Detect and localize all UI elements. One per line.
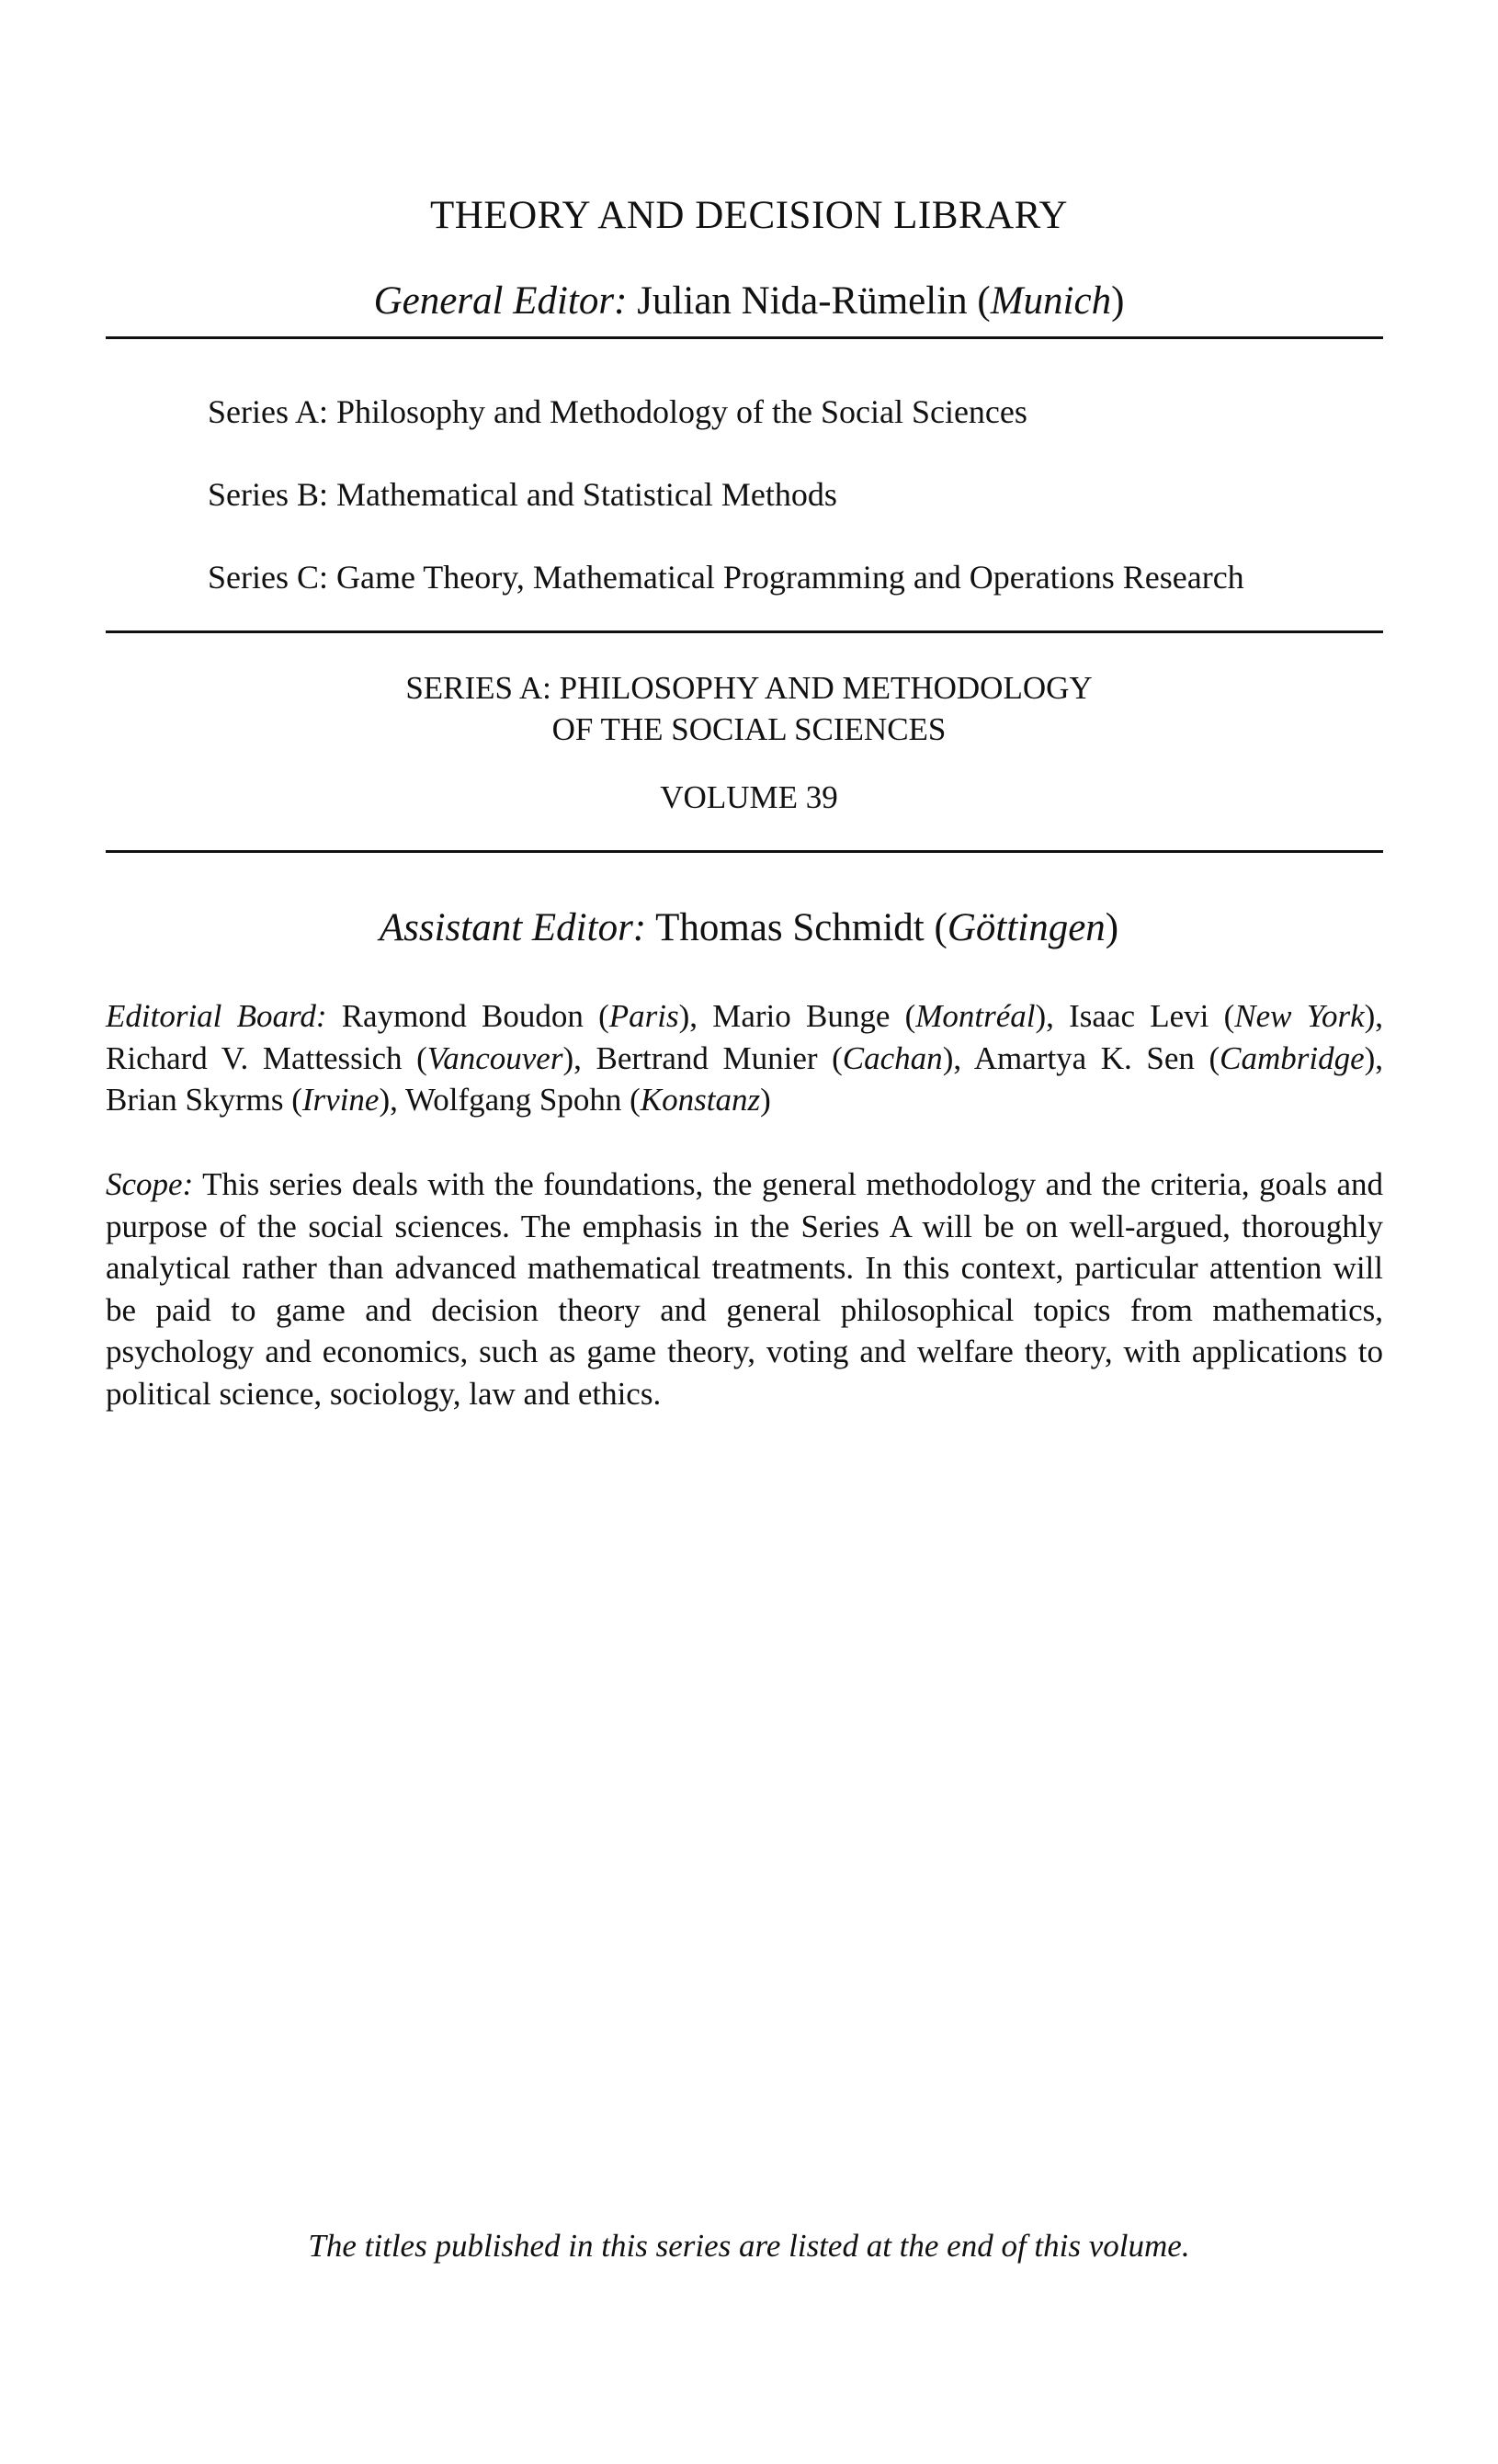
board-member-name: Brian Skyrms <box>106 1082 284 1118</box>
board-member-name: Bertrand Munier <box>596 1039 818 1076</box>
assistant-editor-close: ) <box>1105 906 1119 949</box>
series-item: Series A: Philosophy and Methodology of the Social Sciences <box>208 393 1027 430</box>
board-member-city: New York <box>1234 998 1365 1034</box>
series-item: Series B: Mathematical and Statistical Methods <box>208 476 837 513</box>
series-heading-line2: OF THE SOCIAL SCIENCES <box>551 711 947 747</box>
board-member: Mario Bunge (Montréal), <box>712 998 1054 1034</box>
board-member: Isaac Levi (New York), <box>1069 998 1384 1034</box>
board-member: Bertrand Munier (Cachan), <box>596 1039 962 1076</box>
board-member-name: Amartya K. Sen <box>973 1039 1195 1076</box>
board-member: Richard V. Mattessich (Vancouver), <box>106 1039 582 1076</box>
scope-paragraph <box>106 1164 1383 1414</box>
board-member-name: Richard V. Mattessich <box>106 1039 403 1076</box>
board-member-city: Montréal <box>915 998 1036 1034</box>
divider-rule <box>106 850 1383 853</box>
footer-note: The titles published in this series are listed at the end of this volume. <box>308 2228 1190 2264</box>
board-member-city: Konstanz <box>640 1082 761 1118</box>
general-editor-close: ) <box>1111 279 1125 323</box>
board-member: Raymond Boudon (Paris), <box>341 998 698 1034</box>
board-member-city: Irvine <box>301 1082 380 1118</box>
board-member-city: Paris <box>608 998 679 1034</box>
board-member-city: Vancouver <box>426 1039 563 1076</box>
series-heading-line1: SERIES A: PHILOSOPHY AND METHODOLOGY <box>405 670 1093 706</box>
board-member-name: Mario Bunge <box>712 998 891 1034</box>
divider-rule <box>106 336 1383 339</box>
board-member: Brian Skyrms (Irvine), <box>106 1082 398 1118</box>
board-member-city: Cachan <box>842 1039 943 1076</box>
series-item: Series C: Game Theory, Mathematical Programming and Operations Research <box>208 559 1244 596</box>
assistant-editor-line <box>0 905 1498 950</box>
board-member: Wolfgang Spohn (Konstanz) <box>405 1082 771 1118</box>
editorial-board <box>106 995 1383 1121</box>
general-editor-name: Julian Nida-Rümelin ( <box>637 279 991 323</box>
divider-rule <box>106 630 1383 633</box>
board-member: Amartya K. Sen (Cambridge), <box>973 1039 1384 1076</box>
board-member-name: Raymond Boudon <box>341 998 584 1034</box>
assistant-editor-name: Thomas Schmidt ( <box>646 906 948 949</box>
general-editor-label: General Editor: <box>373 279 628 323</box>
general-editor-city: Munich <box>990 279 1112 323</box>
board-member-name: Wolfgang Spohn <box>405 1082 622 1118</box>
scope-text: This series deals with the foundations, the general methodology and the criteria, goals and purpose of the social sciences. The emphasis in the Series A will be on well-argued, thoroughly analytical rather than advanced mathematical treatments. In this context, particular attention will be paid to game and decision theory and general philosophical topics from mathematics, psychology and economics, such as game theory, voting and welfare theory, with applications to political science, sociology, law and ethics. <box>106 1166 1383 1412</box>
board-member-city: Cambridge <box>1220 1039 1365 1076</box>
general-editor-line <box>0 278 1498 324</box>
editorial-board-label: Editorial Board: <box>106 998 327 1034</box>
board-member-name: Isaac Levi <box>1069 998 1209 1034</box>
assistant-editor-label: Assistant Editor: <box>379 906 647 949</box>
volume-label: VOLUME 39 <box>660 779 838 815</box>
scope-label: Scope: <box>106 1166 194 1202</box>
library-title: THEORY AND DECISION LIBRARY <box>430 194 1068 237</box>
assistant-editor-city: Göttingen <box>947 906 1106 949</box>
